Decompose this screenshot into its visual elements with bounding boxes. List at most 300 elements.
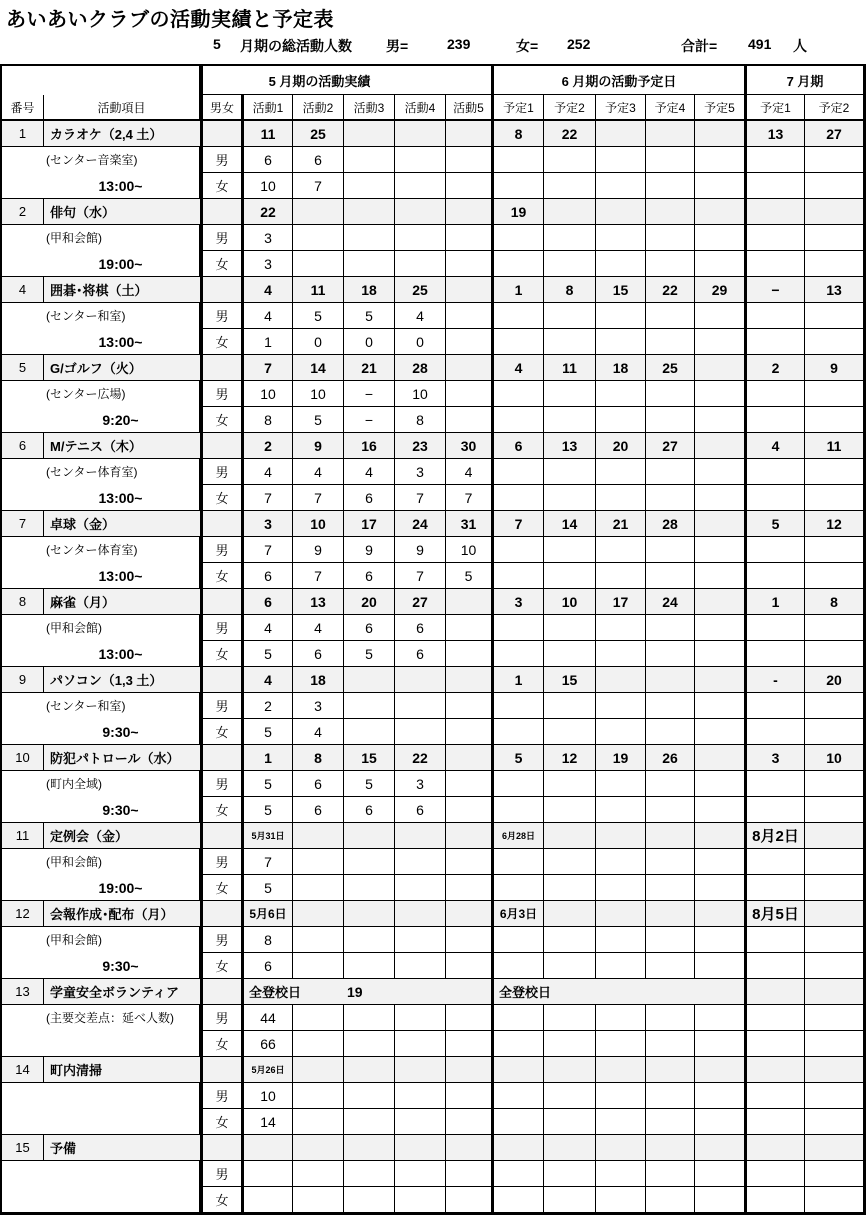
- cell-row11-july-head-1[interactable]: 8月2日: [745, 823, 805, 849]
- row12-gender-blank[interactable]: [201, 901, 242, 927]
- cell-row9-june-head-5[interactable]: [695, 667, 745, 693]
- cell-row15-june-head-1[interactable]: [492, 1135, 544, 1161]
- cell-row4-male-july-1[interactable]: [745, 303, 805, 329]
- cell-row4-female-june-4[interactable]: [646, 329, 695, 355]
- cell-row15-female-july-1[interactable]: [745, 1187, 805, 1213]
- cell-row7-male-july-1[interactable]: [745, 537, 805, 563]
- cell-row1-may-head-4[interactable]: [395, 121, 446, 147]
- col-header-june-4[interactable]: 予定4: [646, 95, 695, 121]
- cell-row9-female-june-1[interactable]: [492, 719, 544, 745]
- cell-row4-female-june-3[interactable]: [596, 329, 646, 355]
- cell-row5-male-may-3[interactable]: −: [344, 381, 395, 407]
- cell-row7-female-may-4[interactable]: 7: [395, 563, 446, 589]
- cell-row10-female-may-1[interactable]: 5: [242, 797, 293, 823]
- cell-row11-june-head-1[interactable]: 6月28日: [492, 823, 544, 849]
- summary-male-label[interactable]: 男=: [386, 38, 409, 54]
- cell-row11-female-june-2[interactable]: [544, 875, 596, 901]
- cell-row5-male-may-4[interactable]: 10: [395, 381, 446, 407]
- cell-row7-may-head-3[interactable]: 17: [344, 511, 395, 537]
- cell-row10-male-may-3[interactable]: 5: [344, 771, 395, 797]
- row14-place-time[interactable]: [2, 1083, 201, 1135]
- cell-row6-male-june-5[interactable]: [695, 459, 745, 485]
- cell-row12-female-may-4[interactable]: [395, 953, 446, 979]
- cell-row12-male-may-4[interactable]: [395, 927, 446, 953]
- cell-row4-june-head-2[interactable]: 8: [544, 277, 596, 303]
- cell-row12-male-june-5[interactable]: [695, 927, 745, 953]
- cell-row11-female-may-2[interactable]: [293, 875, 344, 901]
- cell-row12-female-june-5[interactable]: [695, 953, 745, 979]
- row1-female-label[interactable]: 女: [201, 173, 242, 199]
- cell-row1-female-july-1[interactable]: [745, 173, 805, 199]
- cell-row2-female-july-1[interactable]: [745, 251, 805, 277]
- cell-row1-male-june-3[interactable]: [596, 147, 646, 173]
- cell-row5-male-july-1[interactable]: [745, 381, 805, 407]
- summary-month[interactable]: 5: [213, 36, 221, 52]
- cell-row1-female-may-3[interactable]: [344, 173, 395, 199]
- row9-number[interactable]: 9: [2, 667, 44, 693]
- row11-gender-blank[interactable]: [201, 823, 242, 849]
- cell-row10-female-may-3[interactable]: 6: [344, 797, 395, 823]
- cell-row10-female-july-1[interactable]: [745, 797, 805, 823]
- cell-row1-female-may-5[interactable]: [446, 173, 492, 199]
- cell-row13-female-july-2[interactable]: [805, 1031, 864, 1057]
- cell-row12-female-may-5[interactable]: [446, 953, 492, 979]
- cell-row2-july-head-2[interactable]: [805, 199, 864, 225]
- cell-row12-female-may-2[interactable]: [293, 953, 344, 979]
- cell-row14-june-head-1[interactable]: [492, 1057, 544, 1083]
- cell-row5-female-july-2[interactable]: [805, 407, 864, 433]
- section-header-may[interactable]: 5 月期の活動実績: [201, 66, 492, 95]
- cell-row9-male-may-1[interactable]: 2: [242, 693, 293, 719]
- cell-row5-june-head-3[interactable]: 18: [596, 355, 646, 381]
- cell-row6-male-june-1[interactable]: [492, 459, 544, 485]
- cell-row15-july-head-2[interactable]: [805, 1135, 864, 1161]
- row13-june-merged-cell[interactable]: [492, 979, 745, 1005]
- row10-female-label[interactable]: 女: [201, 797, 242, 823]
- cell-row4-may-head-2[interactable]: 11: [293, 277, 344, 303]
- cell-row12-female-july-2[interactable]: [805, 953, 864, 979]
- cell-row9-july-head-2[interactable]: 20: [805, 667, 864, 693]
- cell-row7-female-may-2[interactable]: 7: [293, 563, 344, 589]
- cell-row1-male-may-2[interactable]: 6: [293, 147, 344, 173]
- cell-row2-female-may-2[interactable]: [293, 251, 344, 277]
- row4-name[interactable]: 囲碁･将棋（土）: [44, 277, 201, 303]
- cell-row4-female-may-5[interactable]: [446, 329, 492, 355]
- cell-row15-male-june-3[interactable]: [596, 1161, 646, 1187]
- cell-row15-female-june-2[interactable]: [544, 1187, 596, 1213]
- cell-row4-male-may-2[interactable]: 5: [293, 303, 344, 329]
- cell-row10-june-head-5[interactable]: [695, 745, 745, 771]
- cell-row7-female-june-5[interactable]: [695, 563, 745, 589]
- cell-row2-female-june-1[interactable]: [492, 251, 544, 277]
- summary-unit[interactable]: 人: [793, 38, 807, 54]
- row7-name[interactable]: 卓球（金）: [44, 511, 201, 537]
- row5-name[interactable]: G/ゴルフ（火）: [44, 355, 201, 381]
- cell-row7-female-may-1[interactable]: 6: [242, 563, 293, 589]
- cell-row2-female-june-2[interactable]: [544, 251, 596, 277]
- cell-row11-male-may-1[interactable]: 7: [242, 849, 293, 875]
- row8-place-time[interactable]: [2, 615, 201, 667]
- cell-row12-female-july-1[interactable]: [745, 953, 805, 979]
- cell-row4-male-july-2[interactable]: [805, 303, 864, 329]
- cell-row15-female-may-5[interactable]: [446, 1187, 492, 1213]
- cell-row4-female-may-2[interactable]: 0: [293, 329, 344, 355]
- cell-row15-june-head-4[interactable]: [646, 1135, 695, 1161]
- cell-row2-male-may-1[interactable]: 3: [242, 225, 293, 251]
- cell-row5-june-head-1[interactable]: 4: [492, 355, 544, 381]
- row15-number[interactable]: 15: [2, 1135, 44, 1161]
- col-header-may-5[interactable]: 活動5: [446, 95, 492, 121]
- cell-row8-male-may-2[interactable]: 4: [293, 615, 344, 641]
- cell-row6-june-head-3[interactable]: 20: [596, 433, 646, 459]
- row13-female-label[interactable]: 女: [201, 1031, 242, 1057]
- cell-row12-may-head-2[interactable]: [293, 901, 344, 927]
- cell-row12-june-head-5[interactable]: [695, 901, 745, 927]
- cell-row14-male-july-2[interactable]: [805, 1083, 864, 1109]
- row7-male-label[interactable]: 男: [201, 537, 242, 563]
- cell-row11-june-head-4[interactable]: [646, 823, 695, 849]
- cell-row7-male-may-5[interactable]: 10: [446, 537, 492, 563]
- cell-row7-may-head-4[interactable]: 24: [395, 511, 446, 537]
- cell-row4-female-may-4[interactable]: 0: [395, 329, 446, 355]
- cell-row6-female-july-1[interactable]: [745, 485, 805, 511]
- cell-row5-female-may-1[interactable]: 8: [242, 407, 293, 433]
- row2-female-label[interactable]: 女: [201, 251, 242, 277]
- cell-row10-may-head-5[interactable]: [446, 745, 492, 771]
- cell-row15-female-june-4[interactable]: [646, 1187, 695, 1213]
- cell-row15-female-may-1[interactable]: [242, 1187, 293, 1213]
- cell-row14-may-head-5[interactable]: [446, 1057, 492, 1083]
- cell-row15-may-head-5[interactable]: [446, 1135, 492, 1161]
- cell-row6-july-head-1[interactable]: 4: [745, 433, 805, 459]
- cell-row6-female-june-1[interactable]: [492, 485, 544, 511]
- col-header-no[interactable]: 番号: [2, 95, 44, 121]
- row2-place-time[interactable]: [2, 225, 201, 277]
- cell-row7-male-june-4[interactable]: [646, 537, 695, 563]
- cell-row13-male-may-4[interactable]: [395, 1005, 446, 1031]
- cell-row2-male-june-4[interactable]: [646, 225, 695, 251]
- cell-row1-female-may-2[interactable]: 7: [293, 173, 344, 199]
- row8-name[interactable]: 麻雀（月）: [44, 589, 201, 615]
- cell-row5-may-head-4[interactable]: 28: [395, 355, 446, 381]
- cell-row2-may-head-2[interactable]: [293, 199, 344, 225]
- cell-row13-male-may-2[interactable]: [293, 1005, 344, 1031]
- cell-row4-july-head-1[interactable]: −: [745, 277, 805, 303]
- cell-row13-female-june-4[interactable]: [646, 1031, 695, 1057]
- cell-row5-male-june-5[interactable]: [695, 381, 745, 407]
- cell-row12-june-head-4[interactable]: [646, 901, 695, 927]
- row5-male-label[interactable]: 男: [201, 381, 242, 407]
- cell-row15-female-may-2[interactable]: [293, 1187, 344, 1213]
- cell-row10-female-june-1[interactable]: [492, 797, 544, 823]
- cell-row14-june-head-4[interactable]: [646, 1057, 695, 1083]
- cell-row1-female-june-5[interactable]: [695, 173, 745, 199]
- col-header-june-3[interactable]: 予定3: [596, 95, 646, 121]
- cell-row8-male-june-5[interactable]: [695, 615, 745, 641]
- row2-number[interactable]: 2: [2, 199, 44, 225]
- cell-row15-male-july-1[interactable]: [745, 1161, 805, 1187]
- cell-row5-july-head-1[interactable]: 2: [745, 355, 805, 381]
- cell-row15-may-head-1[interactable]: [242, 1135, 293, 1161]
- cell-row15-male-may-3[interactable]: [344, 1161, 395, 1187]
- cell-row9-male-july-1[interactable]: [745, 693, 805, 719]
- cell-row11-male-june-5[interactable]: [695, 849, 745, 875]
- cell-row15-female-may-4[interactable]: [395, 1187, 446, 1213]
- cell-row13-male-june-2[interactable]: [544, 1005, 596, 1031]
- cell-row12-male-june-4[interactable]: [646, 927, 695, 953]
- cell-row1-may-head-3[interactable]: [344, 121, 395, 147]
- cell-row9-may-head-1[interactable]: 4: [242, 667, 293, 693]
- cell-row10-female-june-4[interactable]: [646, 797, 695, 823]
- row14-male-label[interactable]: 男: [201, 1083, 242, 1109]
- cell-row1-female-july-2[interactable]: [805, 173, 864, 199]
- cell-row2-july-head-1[interactable]: [745, 199, 805, 225]
- summary-total-label[interactable]: 合計=: [681, 38, 718, 54]
- cell-row4-male-may-4[interactable]: 4: [395, 303, 446, 329]
- cell-row6-male-may-1[interactable]: 4: [242, 459, 293, 485]
- row2-male-label[interactable]: 男: [201, 225, 242, 251]
- row5-number[interactable]: 5: [2, 355, 44, 381]
- cell-row7-may-head-2[interactable]: 10: [293, 511, 344, 537]
- row4-number[interactable]: 4: [2, 277, 44, 303]
- cell-row4-may-head-1[interactable]: 4: [242, 277, 293, 303]
- cell-row7-june-head-1[interactable]: 7: [492, 511, 544, 537]
- row13-gender-blank[interactable]: [201, 979, 242, 1005]
- cell-row9-june-head-1[interactable]: 1: [492, 667, 544, 693]
- cell-row11-male-june-4[interactable]: [646, 849, 695, 875]
- col-header-june-5[interactable]: 予定5: [695, 95, 745, 121]
- cell-row9-female-may-4[interactable]: [395, 719, 446, 745]
- cell-row15-female-may-3[interactable]: [344, 1187, 395, 1213]
- cell-row7-june-head-2[interactable]: 14: [544, 511, 596, 537]
- cell-row6-july-head-2[interactable]: 11: [805, 433, 864, 459]
- col-header-gender[interactable]: 男女: [201, 95, 242, 121]
- cell-row13-female-may-3[interactable]: [344, 1031, 395, 1057]
- cell-row6-female-june-5[interactable]: [695, 485, 745, 511]
- cell-row12-june-head-2[interactable]: [544, 901, 596, 927]
- row6-number[interactable]: 6: [2, 433, 44, 459]
- cell-row12-female-june-3[interactable]: [596, 953, 646, 979]
- cell-row12-male-may-1[interactable]: 8: [242, 927, 293, 953]
- cell-row5-female-may-4[interactable]: 8: [395, 407, 446, 433]
- cell-row6-male-june-4[interactable]: [646, 459, 695, 485]
- cell-row12-may-head-5[interactable]: [446, 901, 492, 927]
- row7-place-time[interactable]: [2, 537, 201, 589]
- row11-number[interactable]: 11: [2, 823, 44, 849]
- cell-row11-female-july-2[interactable]: [805, 875, 864, 901]
- cell-row1-male-june-5[interactable]: [695, 147, 745, 173]
- cell-row1-male-may-3[interactable]: [344, 147, 395, 173]
- cell-row13-male-july-2[interactable]: [805, 1005, 864, 1031]
- cell-row7-may-head-1[interactable]: 3: [242, 511, 293, 537]
- cell-row9-june-head-4[interactable]: [646, 667, 695, 693]
- cell-row10-male-may-5[interactable]: [446, 771, 492, 797]
- cell-row4-female-july-2[interactable]: [805, 329, 864, 355]
- cell-row14-male-may-1[interactable]: 10: [242, 1083, 293, 1109]
- cell-row4-male-june-4[interactable]: [646, 303, 695, 329]
- cell-row13-male-june-3[interactable]: [596, 1005, 646, 1031]
- cell-row10-june-head-2[interactable]: 12: [544, 745, 596, 771]
- cell-row1-june-head-2[interactable]: 22: [544, 121, 596, 147]
- cell-row15-may-head-3[interactable]: [344, 1135, 395, 1161]
- cell-row12-july-head-2[interactable]: [805, 901, 864, 927]
- row10-place-time[interactable]: [2, 771, 201, 823]
- cell-row13-female-june-2[interactable]: [544, 1031, 596, 1057]
- cell-row2-male-july-1[interactable]: [745, 225, 805, 251]
- cell-row8-female-july-2[interactable]: [805, 641, 864, 667]
- cell-row11-female-june-3[interactable]: [596, 875, 646, 901]
- cell-row1-june-head-4[interactable]: [646, 121, 695, 147]
- cell-row13-female-june-1[interactable]: [492, 1031, 544, 1057]
- cell-row14-female-june-1[interactable]: [492, 1109, 544, 1135]
- cell-row9-male-june-3[interactable]: [596, 693, 646, 719]
- cell-row8-female-july-1[interactable]: [745, 641, 805, 667]
- cell-row9-male-may-5[interactable]: [446, 693, 492, 719]
- cell-row2-female-june-3[interactable]: [596, 251, 646, 277]
- cell-row11-male-may-3[interactable]: [344, 849, 395, 875]
- cell-row8-june-head-3[interactable]: 17: [596, 589, 646, 615]
- row4-male-label[interactable]: 男: [201, 303, 242, 329]
- cell-row14-female-may-1[interactable]: 14: [242, 1109, 293, 1135]
- cell-row2-male-june-3[interactable]: [596, 225, 646, 251]
- row10-number[interactable]: 10: [2, 745, 44, 771]
- cell-row1-may-head-5[interactable]: [446, 121, 492, 147]
- cell-row9-male-july-2[interactable]: [805, 693, 864, 719]
- cell-row7-male-may-4[interactable]: 9: [395, 537, 446, 563]
- cell-row7-june-head-4[interactable]: 28: [646, 511, 695, 537]
- corner-cell[interactable]: [2, 66, 201, 95]
- row9-gender-blank[interactable]: [201, 667, 242, 693]
- cell-row14-may-head-2[interactable]: [293, 1057, 344, 1083]
- cell-row9-july-head-1[interactable]: -: [745, 667, 805, 693]
- cell-row11-may-head-3[interactable]: [344, 823, 395, 849]
- cell-row6-male-june-3[interactable]: [596, 459, 646, 485]
- cell-row5-female-june-1[interactable]: [492, 407, 544, 433]
- row14-gender-blank[interactable]: [201, 1057, 242, 1083]
- cell-row8-female-june-3[interactable]: [596, 641, 646, 667]
- cell-row2-may-head-4[interactable]: [395, 199, 446, 225]
- cell-row8-male-june-4[interactable]: [646, 615, 695, 641]
- cell-row11-june-head-2[interactable]: [544, 823, 596, 849]
- row9-male-label[interactable]: 男: [201, 693, 242, 719]
- cell-row13-male-june-5[interactable]: [695, 1005, 745, 1031]
- cell-row10-male-may-1[interactable]: 5: [242, 771, 293, 797]
- row15-gender-blank[interactable]: [201, 1135, 242, 1161]
- cell-row15-july-head-1[interactable]: [745, 1135, 805, 1161]
- row6-male-label[interactable]: 男: [201, 459, 242, 485]
- cell-row1-male-june-4[interactable]: [646, 147, 695, 173]
- cell-row1-june-head-3[interactable]: [596, 121, 646, 147]
- cell-row12-may-head-3[interactable]: [344, 901, 395, 927]
- cell-row7-may-head-5[interactable]: 31: [446, 511, 492, 537]
- cell-row5-female-june-5[interactable]: [695, 407, 745, 433]
- cell-row6-female-may-1[interactable]: 7: [242, 485, 293, 511]
- row10-name[interactable]: 防犯パトロール（水）: [44, 745, 201, 771]
- row13-number[interactable]: 13: [2, 979, 44, 1005]
- cell-row4-male-may-5[interactable]: [446, 303, 492, 329]
- cell-row2-female-may-3[interactable]: [344, 251, 395, 277]
- cell-row14-male-may-5[interactable]: [446, 1083, 492, 1109]
- summary-female-value[interactable]: 252: [567, 36, 591, 52]
- cell-row4-may-head-5[interactable]: [446, 277, 492, 303]
- cell-row2-male-may-2[interactable]: [293, 225, 344, 251]
- cell-row2-female-june-5[interactable]: [695, 251, 745, 277]
- cell-row1-male-june-2[interactable]: [544, 147, 596, 173]
- cell-row5-female-june-3[interactable]: [596, 407, 646, 433]
- row5-female-label[interactable]: 女: [201, 407, 242, 433]
- cell-row9-male-june-4[interactable]: [646, 693, 695, 719]
- cell-row15-female-june-1[interactable]: [492, 1187, 544, 1213]
- cell-row15-male-may-5[interactable]: [446, 1161, 492, 1187]
- cell-row6-may-head-3[interactable]: 16: [344, 433, 395, 459]
- cell-row1-female-may-4[interactable]: [395, 173, 446, 199]
- cell-row15-may-head-4[interactable]: [395, 1135, 446, 1161]
- section-header-june[interactable]: 6 月期の活動予定日: [492, 66, 745, 95]
- cell-row6-june-head-4[interactable]: 27: [646, 433, 695, 459]
- cell-row10-may-head-3[interactable]: 15: [344, 745, 395, 771]
- row12-male-label[interactable]: 男: [201, 927, 242, 953]
- cell-row10-male-june-3[interactable]: [596, 771, 646, 797]
- cell-row7-female-june-3[interactable]: [596, 563, 646, 589]
- cell-row2-male-june-2[interactable]: [544, 225, 596, 251]
- cell-row6-female-may-3[interactable]: 6: [344, 485, 395, 511]
- cell-row5-may-head-2[interactable]: 14: [293, 355, 344, 381]
- cell-row11-may-head-5[interactable]: [446, 823, 492, 849]
- cell-row7-june-head-5[interactable]: [695, 511, 745, 537]
- row15-name[interactable]: 予備: [44, 1135, 201, 1161]
- summary-male-value[interactable]: 239: [447, 36, 471, 52]
- cell-row14-may-head-3[interactable]: [344, 1057, 395, 1083]
- row15-place-time[interactable]: [2, 1161, 201, 1213]
- cell-row4-female-may-1[interactable]: 1: [242, 329, 293, 355]
- col-header-may-3[interactable]: 活動3: [344, 95, 395, 121]
- cell-row15-male-may-4[interactable]: [395, 1161, 446, 1187]
- cell-row1-may-head-1[interactable]: 11: [242, 121, 293, 147]
- cell-row7-july-head-2[interactable]: 12: [805, 511, 864, 537]
- cell-row8-may-head-1[interactable]: 6: [242, 589, 293, 615]
- cell-row6-male-july-1[interactable]: [745, 459, 805, 485]
- cell-row1-male-may-5[interactable]: [446, 147, 492, 173]
- cell-row4-female-june-2[interactable]: [544, 329, 596, 355]
- row9-name[interactable]: パソコン（1,3 土）: [44, 667, 201, 693]
- cell-row5-male-june-2[interactable]: [544, 381, 596, 407]
- cell-row7-female-may-5[interactable]: 5: [446, 563, 492, 589]
- cell-row15-june-head-2[interactable]: [544, 1135, 596, 1161]
- cell-row15-male-june-4[interactable]: [646, 1161, 695, 1187]
- row12-number[interactable]: 12: [2, 901, 44, 927]
- cell-row8-june-head-1[interactable]: 3: [492, 589, 544, 615]
- row11-female-label[interactable]: 女: [201, 875, 242, 901]
- cell-row12-male-may-2[interactable]: [293, 927, 344, 953]
- cell-row10-may-head-4[interactable]: 22: [395, 745, 446, 771]
- cell-row6-female-may-5[interactable]: 7: [446, 485, 492, 511]
- cell-row1-june-head-1[interactable]: 8: [492, 121, 544, 147]
- row10-male-label[interactable]: 男: [201, 771, 242, 797]
- cell-row15-male-june-2[interactable]: [544, 1161, 596, 1187]
- cell-row14-female-june-2[interactable]: [544, 1109, 596, 1135]
- col-header-july-2[interactable]: 予定2: [805, 95, 864, 121]
- row11-male-label[interactable]: 男: [201, 849, 242, 875]
- cell-row4-june-head-3[interactable]: 15: [596, 277, 646, 303]
- cell-row1-july-head-1[interactable]: 13: [745, 121, 805, 147]
- cell-row5-may-head-5[interactable]: [446, 355, 492, 381]
- cell-row1-male-july-1[interactable]: [745, 147, 805, 173]
- cell-row11-july-head-2[interactable]: [805, 823, 864, 849]
- cell-row8-female-may-4[interactable]: 6: [395, 641, 446, 667]
- cell-row10-female-may-2[interactable]: 6: [293, 797, 344, 823]
- cell-row7-female-july-2[interactable]: [805, 563, 864, 589]
- row12-name[interactable]: 会報作成･配布（月）: [44, 901, 201, 927]
